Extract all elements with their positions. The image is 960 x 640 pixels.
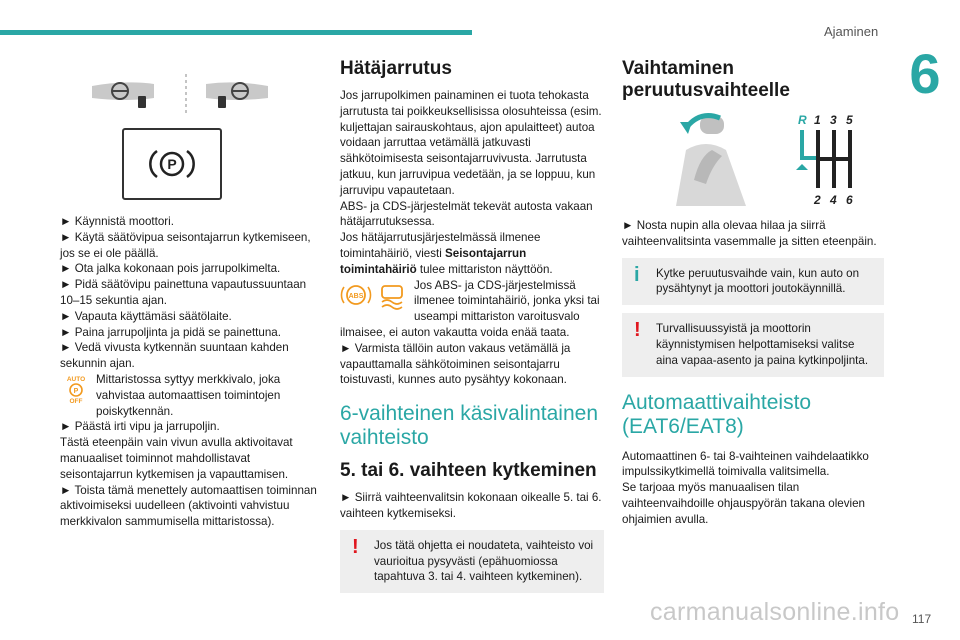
column-left (60, 72, 322, 530)
info-text: Kytke peruutusvaihde vain, kun auto on pysähtynyt ja moottori joutokäynnillä. (656, 266, 860, 296)
info-note (622, 258, 884, 306)
instruction-line: ► Siirrä vaihteenvalitsin kokonaan oikealle 5. tai 6. vaihteen kytkemiseksi. (340, 491, 602, 520)
page-number: 117 (912, 612, 932, 626)
svg-text:2: 2 (814, 193, 821, 207)
instruction-line: ► Toista tämä menettely automaattisen toiminnan aktivoimiseksi uudelleen (aktivointi vahvistuu merkkivalon sammumisella mittaristossa). (60, 483, 317, 529)
instruction-line: ► Ota jalka kokonaan pois jarrupolkimelta. (60, 262, 281, 276)
svg-text:3: 3 (830, 113, 837, 127)
subsection-heading-manual-gearbox: 6-vaihteinen käsivalintainen vaihteisto (340, 402, 598, 450)
paragraph: ABS- ja CDS-järjestelmät tekevät autosta vakaan hätäjarrutuksessa. (340, 199, 593, 229)
warning-text: Turvallisuussyistä ja moottorin käynnistymisen helpottamiseksi valitse aina vapaa-asento ja paina kytkinpoljinta. (656, 322, 869, 367)
steering-lever-icon (86, 72, 286, 116)
header-accent-bar (0, 30, 472, 35)
svg-text:4: 4 (830, 193, 837, 207)
info-icon: i (634, 263, 640, 286)
instruction-line: ► Nosta nupin alla olevaa hilaa ja siirrä vaihteenvalitsinta vasemmalle ja sitten eteenpäin. (622, 219, 877, 248)
paragraph: Tästä eteenpäin vain vivun avulla aktivoitavat manuaaliset toiminnot mahdollistavat seisontajarrun kytkemisen ja vapauttamisen. (60, 436, 293, 481)
section-heading-5th-6th-gear: 5. tai 6. vaihteen kytkeminen (340, 460, 597, 482)
instruction-line: ► Päästä irti vipu ja jarrupoljin. (60, 420, 220, 434)
chapter-number: 6 (909, 42, 941, 105)
paragraph: Se tarjoaa myös manuaalisen tilan vaihteenvaihdoille ohjauspyörän takana olevien ohjaimien avulla. (622, 481, 865, 526)
svg-text:AUTO: AUTO (66, 375, 86, 383)
warning-icon: ! (634, 319, 641, 342)
instruction-line: ► Vedä vivusta kytkennän suuntaan kahden sekunnin ajan. (60, 341, 289, 371)
paragraph: Jos jarrupolkimen painaminen ei tuota tehokasta jarrutusta tai poikkeuksellisissa olosuhteissa (esim. kuljettajan sairauskohtaus, ajon apulaitteet) autoa voidaan jarruttaa vetämällä jatkuvasti sähkötoimisesta seisontajarruvivusta. Jarrutusta jatkuu, kun jarruvipua vedetään, ja se loppuu, kun jarruvipu vapautetaan. (340, 89, 602, 197)
svg-text:6: 6 (846, 193, 853, 207)
instruction-line: ► Varmista tällöin auton vakaus vetämällä ja vapauttamalla sähkötoiminen seisontajarru toistuvasti, kunnes auto pysähtyy kokonaan. (340, 341, 571, 387)
subsection-heading-automatic-gearbox: Automaattivaihteisto (EAT6/EAT8) (622, 390, 812, 438)
instruction-line: ► Pidä säätövipu painettuna vapautussuuntaan 10–15 sekuntia ajan. (60, 278, 307, 307)
section-heading-reverse-gear: Vaihtaminen peruutusvaihteelle (622, 58, 790, 101)
paragraph: Automaattinen 6- tai 8-vaihteinen vaihdelaatikko impulssikytkimellä toimivalla valitsimella. (622, 449, 869, 479)
gear-lever-icon (646, 110, 886, 210)
abs-warning-text: Jos ABS- ja CDS-järjestelmissä ilmenee toimintahäiriö, jonka yksi tai useampi mittariston varoitusvalo ilmaisee, ei auton vakautta voida enää taata. (340, 278, 600, 339)
instruction-line: ► Vapauta käyttämäsi säätölaite. (60, 309, 232, 323)
stability-icon (382, 286, 402, 309)
svg-text:R: R (798, 113, 807, 127)
dashboard-message: Seisontajarrun toimintahäiriö (340, 246, 527, 276)
auto-off-text: Mittaristossa syttyy merkkivalo, joka vahvistaa automaattisen toimintojen poiskytkennän. (96, 372, 281, 418)
svg-text:5: 5 (846, 113, 853, 127)
warning-icon: ! (352, 535, 359, 558)
section-heading-emergency-braking: Hätäjarrutus (340, 58, 452, 79)
svg-text:1: 1 (814, 113, 821, 127)
warning-note (622, 313, 884, 376)
column-right (622, 58, 884, 528)
section-title: Ajaminen (824, 24, 879, 39)
column-middle (340, 58, 604, 601)
paragraph: Jos hätäjarrutusjärjestelmässä ilmenee toimintahäiriö, viesti Seisontajarrun toimintahäiriö tulee mittariston näyttöön. (340, 231, 553, 276)
warning-text: Jos tätä ohjetta ei noudateta, vaihteisto voi vaurioitua pysyvästi (epähuomiossa tapahtuva 3. tai 4. vaihteen kytkeminen). (374, 538, 594, 584)
parking-brake-icon (122, 128, 222, 200)
svg-text:ABS: ABS (348, 292, 364, 300)
instruction-line: ► Käynnistä moottori. (60, 215, 174, 228)
svg-text:P: P (73, 387, 79, 395)
abs-warning-row (340, 278, 604, 341)
instruction-line: ► Käytä säätövipua seisontajarrun kytkemiseen, jos se ei ole päällä. (60, 230, 311, 260)
gear-pattern-icon (796, 113, 853, 207)
auto-off-icon (60, 374, 92, 404)
warning-note (340, 530, 604, 593)
abs-icon (340, 280, 410, 310)
svg-text:OFF: OFF (69, 397, 83, 404)
svg-text:P: P (167, 156, 177, 172)
instruction-line: ► Paina jarrupoljinta ja pidä se painettuna. (60, 325, 281, 339)
auto-off-row (60, 372, 322, 419)
watermark: carmanualsonline.info (650, 598, 900, 626)
